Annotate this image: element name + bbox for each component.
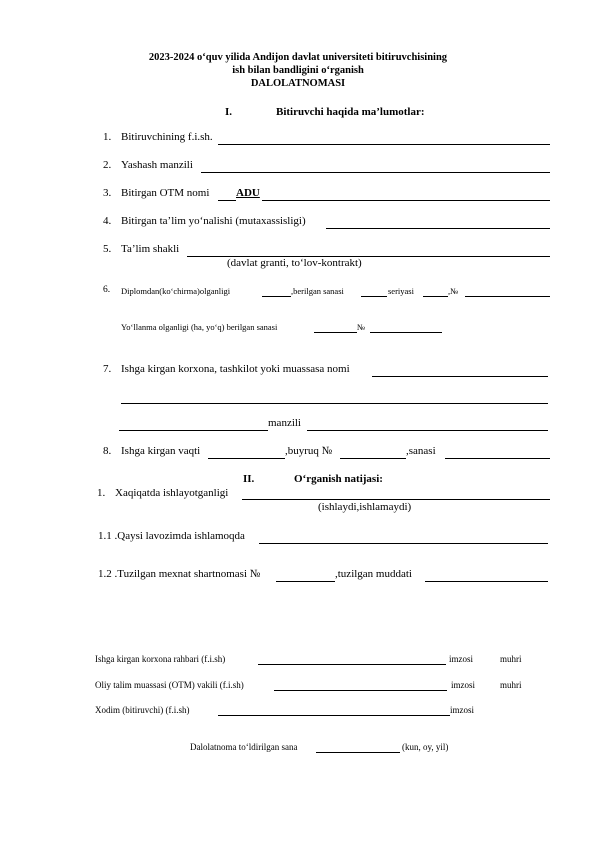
section-2-number: II.: [243, 473, 255, 485]
item-3-number: 3.: [103, 187, 112, 199]
item-7-address-line[interactable]: [307, 430, 548, 431]
result-1-2-term-label: ,tuzilgan muddati: [335, 568, 412, 580]
item-4-label: Bitirgan ta’lim yo‘nalishi (mutaxassisligi): [121, 215, 306, 227]
result-1-2-term-line[interactable]: [425, 581, 548, 582]
item-6-referral-number-line[interactable]: [370, 332, 442, 333]
section-2-title: O‘rganish natijasi:: [294, 473, 383, 485]
item-7-address-label: manzili: [268, 417, 301, 429]
item-6-number-label: ,№: [448, 286, 459, 296]
title-line-1: 2023-2024 o‘quv yilida Andijon davlat universiteti bitiruvchisining: [148, 52, 448, 63]
item-8-date-label: Ishga kirgan vaqti: [121, 445, 201, 457]
section-1-number: I.: [225, 106, 233, 118]
item-4-fill-line[interactable]: [326, 228, 550, 229]
item-6-referral-date-line[interactable]: [314, 332, 357, 333]
fill-date-line[interactable]: [316, 752, 400, 753]
signature-2-label: Oliy talim muassasi (OTM) vakili (f.i.sh): [95, 680, 244, 690]
item-8-issue-label: ,sanasi: [406, 445, 436, 457]
signature-2-muhr: muhri: [500, 680, 522, 690]
fill-date-hint: (kun, oy, yil): [402, 742, 449, 752]
signature-1-muhr: muhri: [500, 654, 522, 664]
item-6-diploma-line[interactable]: [262, 296, 291, 297]
item-2-number: 2.: [103, 159, 112, 171]
item-7-fill-line-2[interactable]: [121, 403, 548, 404]
result-1-fill-line[interactable]: [242, 499, 550, 500]
item-6-series-label: seriyasi: [388, 286, 414, 296]
item-1-number: 1.: [103, 131, 112, 143]
signature-1-line[interactable]: [258, 664, 446, 665]
item-8-date-line[interactable]: [208, 458, 285, 459]
section-1-title: Bitiruvchi haqida ma’lumotlar:: [276, 106, 425, 118]
result-1-hint: (ishlaydi,ishlamaydi): [318, 501, 412, 513]
result-1-label: Xaqiqatda ishlayotganligi: [115, 487, 229, 499]
item-8-order-label: ,buyruq №: [285, 445, 333, 457]
item-7-fill-line[interactable]: [372, 376, 548, 377]
item-6-number-line[interactable]: [465, 296, 550, 297]
item-6-referral-label: Yo‘llanma olganligi (ha, yo‘q) berilgan sanasi: [121, 322, 278, 332]
signature-3-label: Xodim (bitiruvchi) (f.i.sh): [95, 705, 190, 715]
result-1-number: 1.: [97, 487, 106, 499]
signature-1-label: Ishga kirgan korxona rahbari (f.i.sh): [95, 654, 226, 664]
item-6-referral-number-label: №: [357, 322, 366, 332]
item-1-label: Bitiruvchining f.i.sh.: [121, 131, 213, 143]
item-3-pre-line: [218, 200, 236, 201]
item-6-date-label: ,berilgan sanasi: [291, 286, 344, 296]
item-5-hint: (davlat granti, to‘lov-kontrakt): [227, 257, 362, 269]
item-7-number: 7.: [103, 363, 112, 375]
item-6-date-line[interactable]: [361, 296, 387, 297]
item-8-issue-line[interactable]: [445, 458, 550, 459]
item-2-label: Yashash manzili: [121, 159, 193, 171]
signature-3-imzo: imzosi: [450, 705, 474, 715]
item-8-order-line[interactable]: [340, 458, 406, 459]
result-1-1-label: 1.1 .Qaysi lavozimda ishlamoqda: [98, 530, 245, 542]
item-6-series-line[interactable]: [423, 296, 448, 297]
signature-3-line[interactable]: [218, 715, 450, 716]
item-7-label: Ishga kirgan korxona, tashkilot yoki muassasa nomi: [121, 363, 350, 375]
result-1-2-contract-label: 1.2 .Tuzilgan mexnat shartnomasi №: [98, 568, 261, 580]
document-title: DALOLATNOMASI: [250, 78, 346, 89]
item-7-name-line-3[interactable]: [119, 430, 268, 431]
item-5-label: Ta’lim shakli: [121, 243, 180, 255]
item-4-number: 4.: [103, 215, 112, 227]
item-1-fill-line[interactable]: [218, 144, 550, 145]
item-3-fill-line[interactable]: [262, 200, 550, 201]
item-6-diploma-label: Diplomdan(ko‘chirma)olganligi: [121, 286, 231, 296]
item-8-number: 8.: [103, 445, 112, 457]
item-2-fill-line[interactable]: [201, 172, 550, 173]
signature-1-imzo: imzosi: [449, 654, 473, 664]
title-line-2: ish bilan bandligini o‘rganish: [232, 65, 364, 76]
result-1-1-fill-line[interactable]: [259, 543, 548, 544]
item-5-number: 5.: [103, 243, 112, 255]
item-6-number: 6.: [103, 285, 111, 295]
item-3-label: Bitirgan OTM nomi: [121, 187, 210, 199]
item-3-value: ADU: [236, 187, 260, 199]
result-1-2-contract-line[interactable]: [276, 581, 335, 582]
signature-2-line[interactable]: [274, 690, 447, 691]
fill-date-label: Dalolatnoma to‘ldirilgan sana: [190, 742, 298, 752]
signature-2-imzo: imzosi: [451, 680, 475, 690]
